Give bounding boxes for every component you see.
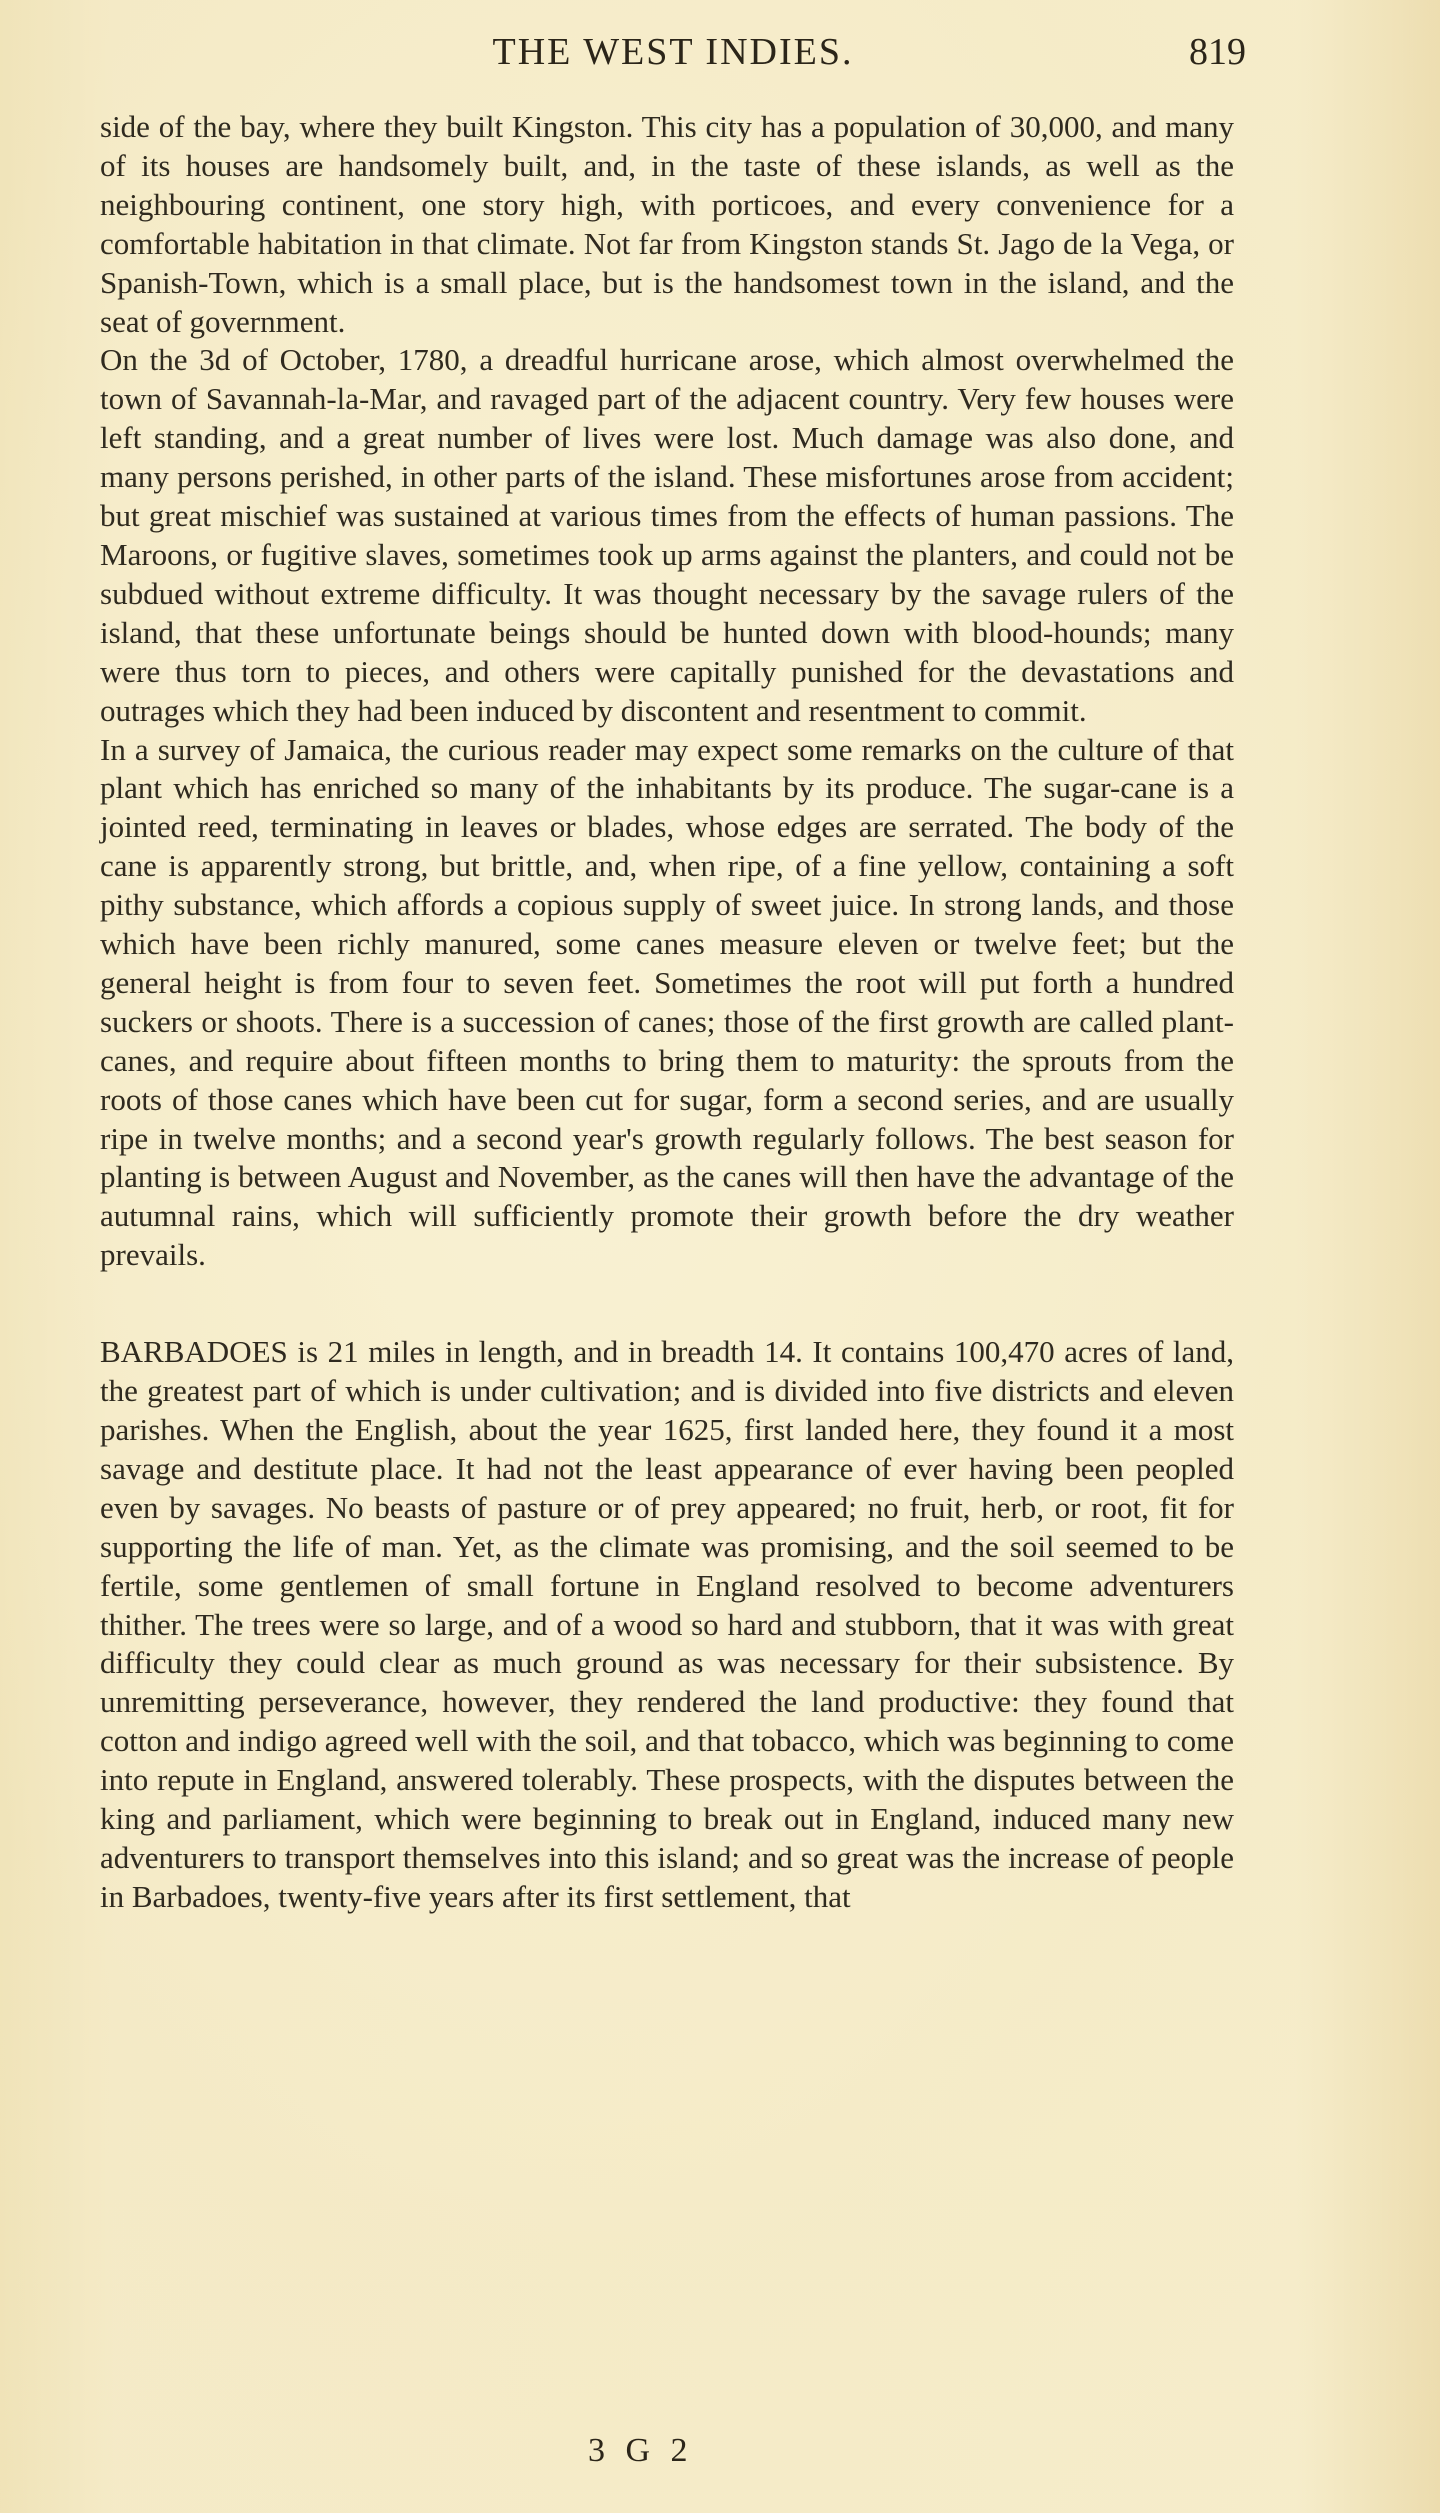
body-text bbox=[100, 108, 1234, 1917]
page-header bbox=[100, 30, 1246, 80]
paragraph-barbadoes: BARBADOES is 21 miles in length, and in breadth 14. It contains 100,470 acres of land, the greatest part of which is under cultivation; and is divided into five districts and eleven parishes. When the English, about the year 1625, first landed here, they found it a most savage and destitute place. It had not the least appearance of ever having been peopled even by savages. No beasts of pasture or of prey appeared; no fruit, herb, or root, fit for supporting the life of man. Yet, as the climate was promising, and the soil seemed to be fertile, some gentlemen of small fortune in England resolved to become adventurers thither. The trees were so large, and of a wood so hard and stubborn, that it was with great difficulty they could clear as much ground as was necessary for their subsistence. By unremitting perseverance, however, they rendered the land productive: they found that cotton and indigo agreed well with the soil, and that tobacco, which was beginning to come into repute in England, answered tolerably. These prospects, with the disputes between the king and parliament, which were beginning to break out in England, induced many new adventurers to transport themselves into this island; and so great was the increase of people in Barbadoes, twenty-five years after its first settlement, that bbox=[100, 1334, 1234, 1914]
paragraph-hurricane: On the 3d of October, 1780, a dreadful hurricane arose, which almost overwhelmed the town of Savannah-la-Mar, and ravaged part of the adjacent country. Very few houses were left standing, and a great number of lives were lost. Much damage was also done, and many persons perished, in other parts of the island. These misfortunes arose from accident; but great mischief was sustained at various times from the effects of human passions. The Maroons, or fugitive slaves, sometimes took up arms against the planters, and could not be subdued without extreme difficulty. It was thought necessary by the savage rulers of the island, that these unfortunate beings should be hunted down with blood-hounds; many were thus torn to pieces, and others were capitally punished for the devastations and outrages which they had been induced by discontent and resentment to commit. bbox=[100, 342, 1234, 728]
paragraph-sugar-cane: In a survey of Jamaica, the curious reader may expect some remarks on the culture of that plant which has enriched so many of the inhabitants by its produce. The sugar-cane is a jointed reed, terminating in leaves or blades, whose edges are serrated. The body of the cane is apparently strong, but brittle, and, when ripe, of a fine yellow, containing a soft pithy substance, which affords a copious supply of sweet juice. In strong lands, and those which have been richly manured, some canes measure eleven or twelve feet; but the general height is from four to seven feet. Sometimes the root will put forth a hundred suckers or shoots. There is a succession of canes; those of the first growth are called plant-canes, and require about fifteen months to bring them to maturity: the sprouts from the roots of those canes which have been cut for sugar, form a second series, and are usually ripe in twelve months; and a second year's growth regularly follows. The best season for planting is between August and November, as the canes will then have the advantage of the autumnal rains, which will sufficiently promote their growth before the dry weather prevails. bbox=[100, 731, 1234, 1273]
paragraph-kingston: side of the bay, where they built Kingston. This city has a population of 30,000, and many of its houses are handsomely built, and, in the taste of these islands, as well as the neighbouring continent, one story high, with porticoes, and every convenience for a comfortable habitation in that climate. Not far from Kingston stands St. Jago de la Vega, or Spanish-Town, which is a small place, but is the handsomest town in the island, and the seat of government. bbox=[100, 109, 1234, 339]
page-number: 819 bbox=[1189, 31, 1246, 73]
running-title: THE WEST INDIES. bbox=[492, 31, 854, 73]
signature-mark: 3 G 2 bbox=[588, 2432, 694, 2469]
